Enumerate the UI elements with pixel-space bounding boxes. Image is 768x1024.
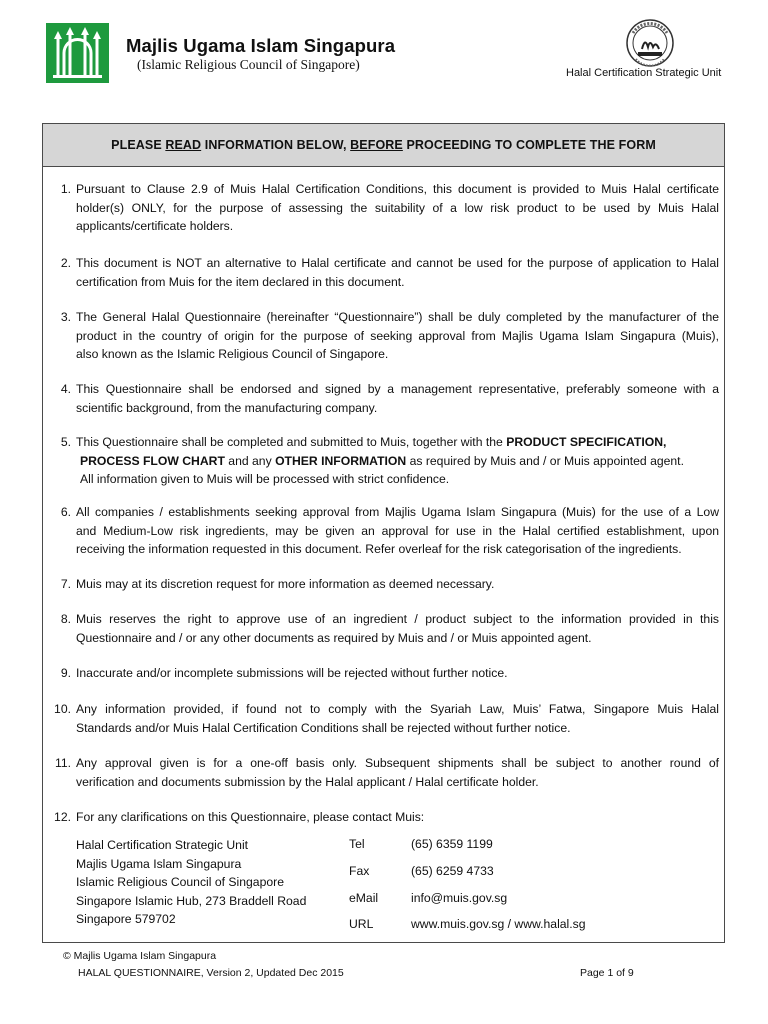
other-information-text: OTHER INFORMATION xyxy=(275,453,407,468)
muis-logo-icon xyxy=(46,23,109,83)
item-line: product in the country of origin for the purpose of seeking approval from Majlis Ugama Islam Singapura (Muis), xyxy=(76,328,719,343)
item-line: Muis may at its discretion request for more information as deemed necessary. xyxy=(76,577,495,591)
item-line: also known as the Islamic Religious Council of Singapore. xyxy=(76,347,389,362)
item-line: applicants/certificate holders. xyxy=(76,219,234,234)
item-line: and Medium-Low risk ingredients, may be given an approval for use in the Halal certified establishment, upon xyxy=(76,523,719,538)
banner-text-2: INFORMATION BELOW, xyxy=(204,138,347,152)
document-version: HALAL QUESTIONNAIRE, Version 2, Updated Dec 2015 xyxy=(78,967,344,979)
item-number: 5. xyxy=(60,435,71,449)
banner-text-3: PROCEEDING TO COMPLETE THE FORM xyxy=(406,138,656,152)
url-link[interactable]: www.muis.gov.sg / www.halal.sg xyxy=(411,917,586,931)
banner-before: BEFORE xyxy=(350,138,403,152)
address-line: Majlis Ugama Islam Singapura xyxy=(76,856,242,871)
fax-label: Fax xyxy=(349,864,370,878)
tel-label: Tel xyxy=(349,837,365,851)
banner-text-1: PLEASE xyxy=(111,138,162,152)
item-text: and any xyxy=(224,453,276,468)
muis-logo xyxy=(46,23,109,83)
halal-seal xyxy=(624,19,676,69)
contact-address xyxy=(76,836,306,929)
item-text: This Questionnaire shall be completed and submitted to Muis, together with the xyxy=(76,435,507,449)
item-line: Questionnaire and / or any other documents as required by Muis and / or Muis appointed agent. xyxy=(76,630,592,645)
item-line: scientific background, from the manufacturing company. xyxy=(76,400,378,415)
product-specification-text: PRODUCT SPECIFICATION, xyxy=(506,435,667,449)
address-line: Singapore Islamic Hub, 273 Braddell Road xyxy=(76,893,307,908)
information-panel xyxy=(42,123,725,943)
org-name: Majlis Ugama Islam Singapura xyxy=(126,35,396,56)
item-line: This Questionnaire shall be endorsed and signed by a management representative, preferably someone with a xyxy=(76,382,719,396)
unit-name: Halal Certification Strategic Unit xyxy=(566,67,722,79)
item-line: This document is NOT an alternative to Halal certificate and cannot be used for the purpose of application to Halal xyxy=(76,256,719,270)
item-number: 6. xyxy=(60,505,71,519)
item-number: 1. xyxy=(60,182,71,196)
item-number: 11. xyxy=(54,756,71,770)
item-number: 9. xyxy=(60,666,71,680)
item-line: All companies / establishments seeking approval from Majlis Ugama Islam Singapura (Muis) for the use of a Low xyxy=(76,505,719,519)
process-flow-chart-text: PROCESS FLOW CHART xyxy=(80,453,225,468)
item-number: 7. xyxy=(60,577,71,591)
item-line: The General Halal Questionnaire (hereinafter “Questionnaire”) shall be duly completed by the manufacturer of the xyxy=(76,310,719,324)
page-number: Page 1 of 9 xyxy=(580,967,634,979)
item-line: Muis reserves the right to approve use of an ingredient / product subject to the information provided in this xyxy=(76,612,719,626)
fax-value: (65) 6259 4733 xyxy=(411,864,494,878)
item-line: holder(s) ONLY, for the purpose of assessing the suitability of a low risk product to be used by Muis Halal xyxy=(76,200,719,215)
copyright: © Majlis Ugama Islam Singapura xyxy=(63,950,217,962)
item-number: 3. xyxy=(60,310,71,324)
org-subtitle: (Islamic Religious Council of Singapore) xyxy=(137,57,360,72)
email-link[interactable]: info@muis.gov.sg xyxy=(411,891,508,905)
item-line: Inaccurate and/or incomplete submissions will be rejected without further notice. xyxy=(76,666,508,680)
banner-read: READ xyxy=(165,138,202,152)
item-number: 10. xyxy=(54,702,71,716)
item-number: 12. xyxy=(54,810,71,824)
instruction-banner xyxy=(43,124,724,167)
tel-value: (65) 6359 1199 xyxy=(411,837,493,851)
item-line: certification from Muis for the item declared in this document. xyxy=(76,274,405,289)
item-line: receiving the information requested in this document. Refer overleaf for the risk categorisation of the ingredients. xyxy=(76,542,682,557)
item-line: Any approval given is for a one-off basis only. Subsequent shipments shall be subject to another round of xyxy=(76,756,719,770)
halal-seal-icon xyxy=(624,19,676,69)
url-label: URL xyxy=(349,917,374,931)
address-line: Singapore 579702 xyxy=(76,912,176,927)
item-line: All information given to Muis will be processed with strict confidence. xyxy=(80,472,450,487)
item-text: as required by Muis and / or Muis appointed agent. xyxy=(406,453,684,468)
address-line: Halal Certification Strategic Unit xyxy=(76,838,249,852)
item-number: 8. xyxy=(60,612,71,626)
item-line: Pursuant to Clause 2.9 of Muis Halal Certification Conditions, this document is provided to Muis Halal certificate xyxy=(76,182,719,196)
address-line: Islamic Religious Council of Singapore xyxy=(76,875,284,890)
item-number: 2. xyxy=(60,256,71,270)
item-line: Standards and/or Muis Halal Certification Conditions shall be rejected without further notice. xyxy=(76,720,571,735)
item-line: For any clarifications on this Questionnaire, please contact Muis: xyxy=(76,810,425,824)
item-number: 4. xyxy=(60,382,71,396)
item-line: Any information provided, if found not to comply with the Syariah Law, Muis’ Fatwa, Singapore Muis Halal xyxy=(76,702,719,716)
email-label: eMail xyxy=(349,891,379,905)
item-line: verification and documents submission by the Halal applicant / Halal certificate holder. xyxy=(76,774,539,789)
